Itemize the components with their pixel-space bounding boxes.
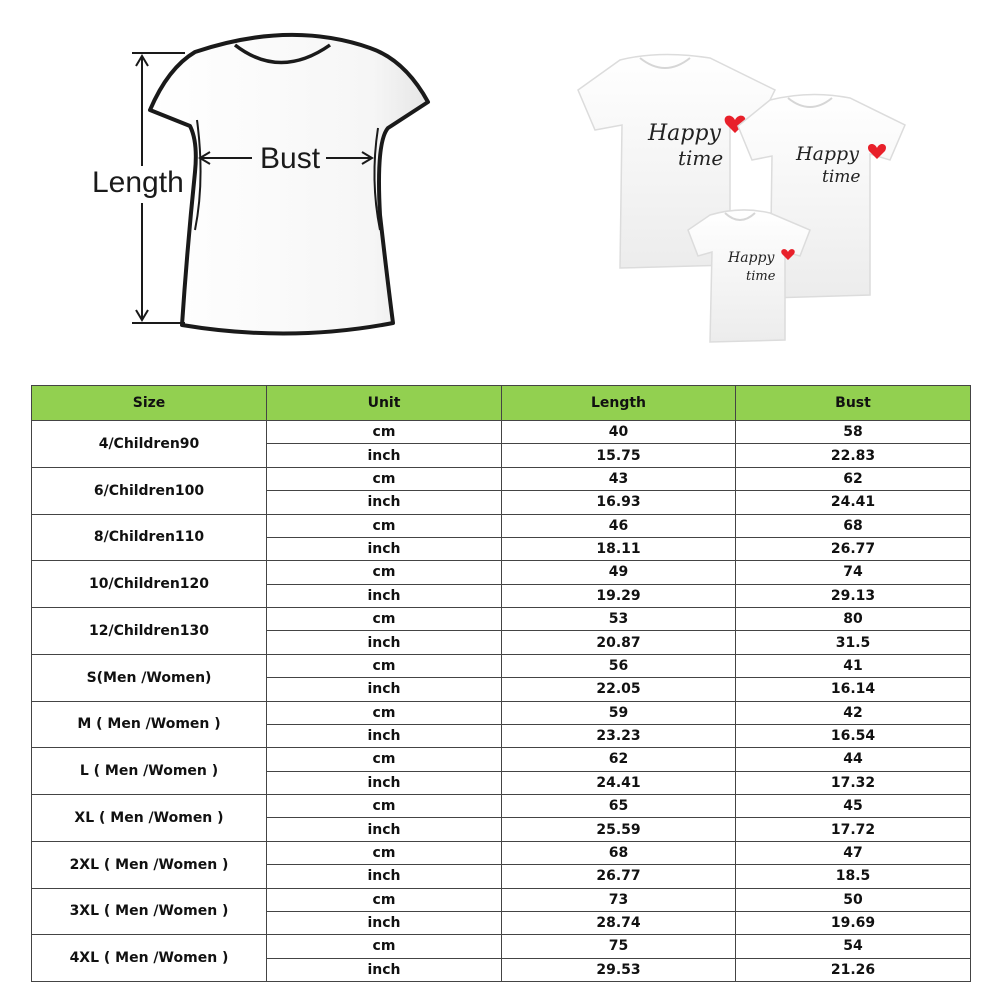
size-cell: 6/Children100	[32, 467, 267, 514]
unit-cell: cm	[267, 421, 502, 444]
bust-cell: 42	[736, 701, 971, 724]
size-cell: S(Men /Women)	[32, 654, 267, 701]
length-cell: 40	[502, 421, 736, 444]
table-row	[32, 467, 971, 490]
tee-medium-print-line1: Happy	[796, 143, 859, 165]
table-row	[32, 935, 971, 958]
length-cell: 56	[502, 654, 736, 677]
length-cell: 59	[502, 701, 736, 724]
bust-cell: 24.41	[736, 491, 971, 514]
length-cell: 62	[502, 748, 736, 771]
table-body	[32, 421, 971, 982]
size-cell: 4XL ( Men /Women )	[32, 935, 267, 982]
size-cell: 3XL ( Men /Women )	[32, 888, 267, 935]
length-cell: 26.77	[502, 865, 736, 888]
unit-cell: cm	[267, 748, 502, 771]
size-cell: 2XL ( Men /Women )	[32, 841, 267, 888]
length-cell: 68	[502, 841, 736, 864]
length-cell: 65	[502, 795, 736, 818]
bust-cell: 18.5	[736, 865, 971, 888]
length-cell: 16.93	[502, 491, 736, 514]
unit-cell: inch	[267, 491, 502, 514]
unit-cell: inch	[267, 724, 502, 747]
table-row	[32, 514, 971, 537]
length-cell: 25.59	[502, 818, 736, 841]
unit-cell: inch	[267, 537, 502, 560]
length-cell: 49	[502, 561, 736, 584]
bust-cell: 22.83	[736, 444, 971, 467]
bust-cell: 31.5	[736, 631, 971, 654]
bust-cell: 29.13	[736, 584, 971, 607]
length-cell: 43	[502, 467, 736, 490]
bust-cell: 54	[736, 935, 971, 958]
table-row	[32, 841, 971, 864]
bust-cell: 62	[736, 467, 971, 490]
tee-small-print-line2: time	[746, 269, 776, 284]
length-cell: 23.23	[502, 724, 736, 747]
unit-cell: cm	[267, 935, 502, 958]
length-cell: 24.41	[502, 771, 736, 794]
bust-cell: 44	[736, 748, 971, 771]
unit-cell: inch	[267, 584, 502, 607]
tee-large-print-line2: time	[678, 146, 724, 170]
table-row	[32, 795, 971, 818]
unit-cell: inch	[267, 958, 502, 981]
size-chart-table	[31, 385, 971, 982]
length-cell: 28.74	[502, 911, 736, 934]
table-row	[32, 888, 971, 911]
header-size: Size	[32, 386, 267, 421]
length-cell: 19.29	[502, 584, 736, 607]
unit-cell: cm	[267, 561, 502, 584]
unit-cell: cm	[267, 608, 502, 631]
bust-cell: 26.77	[736, 537, 971, 560]
length-cell: 75	[502, 935, 736, 958]
table-row	[32, 421, 971, 444]
tee-large-print-line1: Happy	[648, 121, 721, 146]
bust-cell: 58	[736, 421, 971, 444]
bust-label: Bust	[260, 142, 321, 175]
table-row	[32, 561, 971, 584]
header-bust: Bust	[736, 386, 971, 421]
size-cell: 10/Children120	[32, 561, 267, 608]
length-label: Length	[92, 166, 184, 199]
size-cell: 4/Children90	[32, 421, 267, 468]
length-cell: 22.05	[502, 678, 736, 701]
bust-cell: 74	[736, 561, 971, 584]
bust-cell: 21.26	[736, 958, 971, 981]
bust-cell: 68	[736, 514, 971, 537]
length-cell: 73	[502, 888, 736, 911]
table-row	[32, 654, 971, 677]
unit-cell: inch	[267, 771, 502, 794]
size-cell: L ( Men /Women )	[32, 748, 267, 795]
unit-cell: inch	[267, 865, 502, 888]
unit-cell: inch	[267, 911, 502, 934]
header-unit: Unit	[267, 386, 502, 421]
length-cell: 18.11	[502, 537, 736, 560]
unit-cell: cm	[267, 841, 502, 864]
bust-cell: 16.54	[736, 724, 971, 747]
table-row	[32, 748, 971, 771]
size-cell: 12/Children130	[32, 608, 267, 655]
table-row	[32, 608, 971, 631]
bust-cell: 45	[736, 795, 971, 818]
unit-cell: inch	[267, 444, 502, 467]
length-cell: 15.75	[502, 444, 736, 467]
unit-cell: cm	[267, 701, 502, 724]
size-cell: XL ( Men /Women )	[32, 795, 267, 842]
size-cell: 8/Children110	[32, 514, 267, 561]
product-photo	[560, 30, 960, 360]
unit-cell: cm	[267, 514, 502, 537]
shirt-outline-icon	[150, 35, 428, 334]
bust-cell: 41	[736, 654, 971, 677]
size-cell: M ( Men /Women )	[32, 701, 267, 748]
bust-cell: 17.72	[736, 818, 971, 841]
tee-medium-print-line2: time	[822, 167, 861, 187]
unit-cell: inch	[267, 818, 502, 841]
bust-cell: 47	[736, 841, 971, 864]
unit-cell: inch	[267, 631, 502, 654]
unit-cell: cm	[267, 654, 502, 677]
unit-cell: cm	[267, 795, 502, 818]
header-length: Length	[502, 386, 736, 421]
length-cell: 20.87	[502, 631, 736, 654]
bust-cell: 16.14	[736, 678, 971, 701]
table-header-row	[32, 386, 971, 421]
measurement-diagram	[0, 0, 520, 370]
table-row	[32, 701, 971, 724]
bust-cell: 17.32	[736, 771, 971, 794]
unit-cell: inch	[267, 678, 502, 701]
bust-cell: 50	[736, 888, 971, 911]
length-cell: 29.53	[502, 958, 736, 981]
length-cell: 46	[502, 514, 736, 537]
unit-cell: cm	[267, 888, 502, 911]
tee-small-print-line1: Happy	[728, 250, 775, 266]
bust-cell: 19.69	[736, 911, 971, 934]
bust-cell: 80	[736, 608, 971, 631]
unit-cell: cm	[267, 467, 502, 490]
length-cell: 53	[502, 608, 736, 631]
